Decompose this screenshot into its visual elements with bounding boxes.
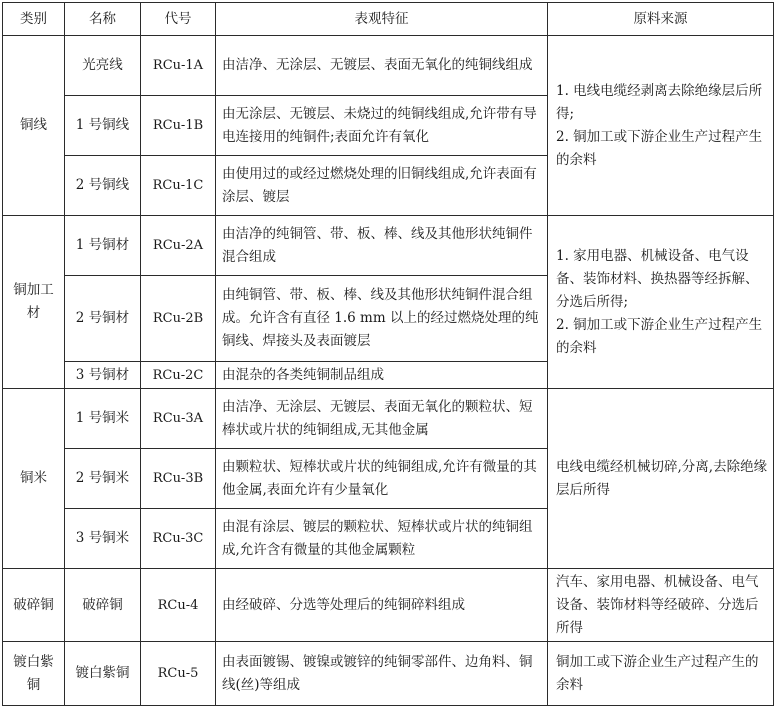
feature-cell: 由经破碎、分选等处理后的纯铜碎料组成 (216, 569, 548, 642)
header-code: 代号 (141, 3, 216, 36)
table-row (3, 569, 774, 642)
header-category: 类别 (3, 3, 65, 36)
name-cell: 光亮线 (65, 36, 141, 96)
code-cell: RCu-3B (141, 449, 216, 509)
table-row (3, 216, 774, 276)
source-line: 2. 铜加工或下游企业生产过程产生的余料 (556, 316, 763, 356)
name-cell: 3 号铜材 (65, 362, 141, 389)
category-cell: 铜线 (3, 36, 65, 216)
source-cell (548, 36, 774, 216)
name-cell: 2 号铜米 (65, 449, 141, 509)
header-feature: 表观特征 (216, 3, 548, 36)
category-cell: 镀白紫铜 (3, 642, 65, 706)
feature-cell: 由纯铜管、带、板、棒、线及其他形状纯铜件混合组成。允许含有直径 1.6 mm 以上的经过燃烧处理的纯铜线、焊接头及表面镀层 (216, 276, 548, 362)
header-source: 原料来源 (548, 3, 774, 36)
source-cell (548, 569, 774, 642)
table-row (3, 389, 774, 449)
header-name: 名称 (65, 3, 141, 36)
name-cell: 1 号铜米 (65, 389, 141, 449)
code-cell: RCu-1C (141, 156, 216, 216)
feature-cell: 由使用过的或经过燃烧处理的旧铜线组成,允许表面有涂层、镀层 (216, 156, 548, 216)
feature-cell: 由颗粒状、短棒状或片状的纯铜组成,允许有微量的其他金属,表面允许有少量氧化 (216, 449, 548, 509)
code-cell: RCu-2B (141, 276, 216, 362)
source-cell (548, 216, 774, 389)
table-row (3, 642, 774, 706)
name-cell: 2 号铜线 (65, 156, 141, 216)
code-cell: RCu-2C (141, 362, 216, 389)
code-cell: RCu-3A (141, 389, 216, 449)
feature-cell: 由混杂的各类纯铜制品组成 (216, 362, 548, 389)
source-line: 2. 铜加工或下游企业生产过程产生的余料 (556, 128, 763, 168)
code-cell: RCu-5 (141, 642, 216, 706)
name-cell: 1 号铜线 (65, 96, 141, 156)
code-cell: RCu-2A (141, 216, 216, 276)
category-cell: 铜米 (3, 389, 65, 569)
feature-cell: 由洁净的纯铜管、带、板、棒、线及其他形状纯铜件混合组成 (216, 216, 548, 276)
code-cell: RCu-1A (141, 36, 216, 96)
feature-cell: 由混有涂层、镀层的颗粒状、短棒状或片状的纯铜组成,允许含有微量的其他金属颗粒 (216, 509, 548, 569)
source-cell (548, 642, 774, 706)
name-cell: 2 号铜材 (65, 276, 141, 362)
code-cell: RCu-4 (141, 569, 216, 642)
feature-cell: 由洁净、无涂层、无镀层、表面无氧化的颗粒状、短棒状或片状的纯铜组成,无其他金属 (216, 389, 548, 449)
name-cell: 3 号铜米 (65, 509, 141, 569)
table-row (3, 36, 774, 96)
feature-cell: 由洁净、无涂层、无镀层、表面无氧化的纯铜线组成 (216, 36, 548, 96)
name-cell: 1 号铜材 (65, 216, 141, 276)
code-cell: RCu-3C (141, 509, 216, 569)
category-cell: 破碎铜 (3, 569, 65, 642)
category-cell: 铜加工材 (3, 216, 65, 389)
source-cell (548, 389, 774, 569)
source-line: 1. 家用电器、机械设备、电气设备、装饰材料、换热器等经拆解、分选后所得; (556, 247, 759, 310)
source-line: 汽车、家用电器、机械设备、电气设备、装饰材料等经破碎、分选后所得 (556, 573, 759, 636)
source-line: 1. 电线电缆经剥离去除绝缘层后所得; (556, 82, 763, 122)
copper-scrap-classification-table (2, 2, 774, 706)
feature-cell: 由无涂层、无镀层、未烧过的纯铜线组成,允许带有导电连接用的纯铜件;表面允许有氧化 (216, 96, 548, 156)
name-cell: 破碎铜 (65, 569, 141, 642)
source-line: 铜加工或下游企业生产过程产生的余料 (556, 653, 759, 693)
feature-cell: 由表面镀锡、镀镍或镀锌的纯铜零部件、边角料、铜线(丝)等组成 (216, 642, 548, 706)
code-cell: RCu-1B (141, 96, 216, 156)
name-cell: 镀白紫铜 (65, 642, 141, 706)
header-row (3, 3, 774, 36)
source-line: 电线电缆经机械切碎,分离,去除绝缘层后所得 (556, 458, 768, 498)
